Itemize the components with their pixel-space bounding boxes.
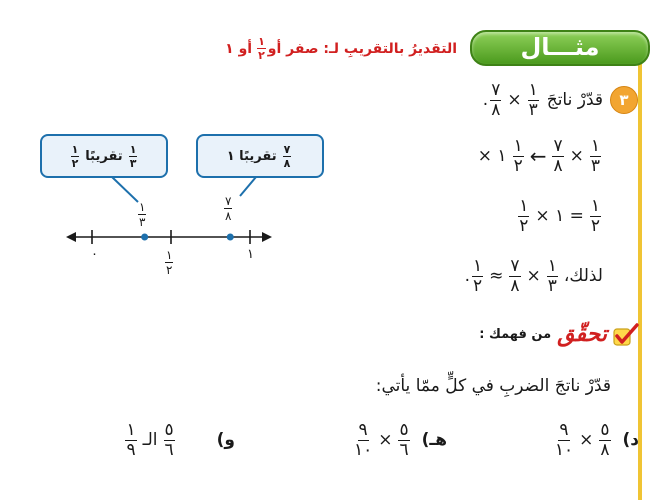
callout-right-pointer (240, 177, 256, 196)
callout-left-frac-2: $\frac{١}{٢}$ (71, 142, 79, 170)
callout-right-frac: $\frac{٧}{٨}$ (283, 142, 291, 170)
conclusion-lead: لذلك، (563, 266, 603, 286)
exercise-h-label: هـ) (421, 430, 447, 450)
exercise-w-fraction-b: $\frac{١}{٩}$ (126, 419, 136, 460)
prompt-fraction-1: $\frac{١}{٣}$ (528, 79, 538, 120)
exercise-h-operator: × (378, 430, 393, 450)
prompt-period: . (482, 90, 489, 110)
conclusion-fraction-2: $\frac{٧}{٨}$ (510, 255, 520, 296)
check-title: تحقّق (557, 322, 607, 347)
callout-right-text: تقريبًا ١ (226, 148, 277, 164)
tick-label-one: ١ (247, 247, 254, 262)
step2-right-fraction: $\frac{١}{٢}$ (519, 195, 529, 236)
exercise-w (123, 418, 235, 462)
step1-lhs-fraction-1: $\frac{١}{٣}$ (590, 135, 600, 176)
exercise-w-operator: الـ (142, 430, 158, 450)
exercise-d-fraction-b: $\frac{٩}{١٠}$ (554, 419, 574, 460)
number-line-point (227, 234, 234, 241)
check-header (479, 322, 639, 347)
check-subtitle: من فهمك : (479, 327, 552, 342)
step2-left-fraction: $\frac{١}{٢}$ (590, 195, 600, 236)
example-number-badge: ٣ (610, 86, 638, 114)
exercise-d (553, 418, 639, 462)
step1-rhs-mult: ١ × (477, 146, 507, 166)
number-line-point (141, 234, 148, 241)
times-sign: × (526, 266, 541, 286)
exercise-w-label: و) (216, 430, 235, 450)
left-arrowhead-icon (66, 232, 76, 242)
arrow-icon: ← (529, 144, 547, 168)
exercise-h-fraction-a: $\frac{٥}{٦}$ (399, 419, 409, 460)
exercise-w-fraction-a: $\frac{٥}{٦}$ (164, 419, 174, 460)
check-instruction: قدّرْ ناتجَ الضربِ في كلٍّ ممّا يأتي: (375, 376, 611, 396)
step2-equals: = ١ × (535, 206, 584, 226)
title-half-fraction: $\frac{١}{٢}$ (258, 35, 265, 62)
checkmark-icon (613, 323, 639, 347)
exercise-h-fraction-b: $\frac{٩}{١٠}$ (353, 419, 373, 460)
example-header-pill: مثـــال (470, 30, 650, 66)
conclusion-fraction-1: $\frac{١}{٣}$ (547, 255, 557, 296)
tick-label-zero: ٠ (91, 247, 98, 262)
point-label-seven-eighths: $\frac{٧}{٨}$ (225, 194, 232, 223)
approx-sign: ≈ (489, 266, 504, 286)
exercise-h (352, 418, 447, 462)
step1-rhs-fraction: $\frac{١}{٢}$ (513, 135, 523, 176)
title-suffix: أو ١ (225, 40, 253, 57)
step1-lhs-fraction-2: $\frac{٧}{٨}$ (553, 135, 563, 176)
conclusion-fraction-3: $\frac{١}{٢}$ (472, 255, 483, 296)
prompt-text: قدّرْ ناتجَ (546, 90, 603, 110)
conclusion-period: . (464, 266, 470, 286)
right-arrowhead-icon (262, 232, 272, 242)
point-label-one-third: $\frac{١}{٣}$ (139, 200, 146, 229)
exercise-d-label: د) (622, 430, 639, 450)
prompt-fraction-2: $\frac{٧}{٨}$ (491, 79, 501, 120)
times-sign: × (569, 146, 584, 166)
title-prefix: التقديرُ بالتقريبِ لـ: صفر أو (267, 40, 457, 57)
exercise-d-fraction-a: $\frac{٥}{٨}$ (600, 419, 610, 460)
tick-label-half: $\frac{١}{٢}$ (166, 248, 173, 277)
callout-left-frac-1: $\frac{١}{٣}$ (129, 142, 137, 170)
times-sign: × (507, 90, 522, 110)
callout-left-text: تقريبًا (85, 148, 123, 164)
exercise-d-operator: × (579, 430, 594, 450)
callout-left-pointer (112, 177, 138, 202)
